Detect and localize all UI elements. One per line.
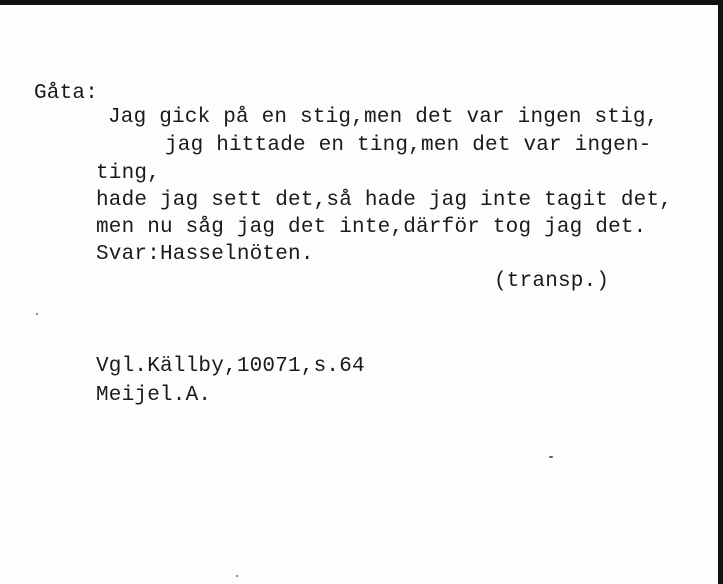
riddle-line-3: ting, <box>96 162 161 185</box>
riddle-line-2: jag hittade en ting,men det var ingen- <box>165 134 652 157</box>
paper-speck <box>36 313 38 315</box>
collector-name: Meijel.A. <box>96 384 212 407</box>
transcription-note: (transp.) <box>494 270 610 293</box>
card-right-edge <box>718 0 723 584</box>
paper-speck <box>549 456 553 458</box>
card-top-edge <box>0 0 723 5</box>
riddle-line-4: hade jag sett det,så hade jag inte tagit det, <box>96 189 673 212</box>
riddle-heading: Gåta: <box>34 82 99 105</box>
riddle-line-5: men nu såg jag det inte,därför tog jag det. <box>96 216 647 239</box>
source-reference: Vgl.Källby,10071,s.64 <box>96 355 365 378</box>
riddle-answer: Svar:Hasselnöten. <box>96 243 314 266</box>
riddle-line-1: Jag gick på en stig,men det var ingen stig, <box>108 106 659 129</box>
paper-speck <box>236 575 238 577</box>
